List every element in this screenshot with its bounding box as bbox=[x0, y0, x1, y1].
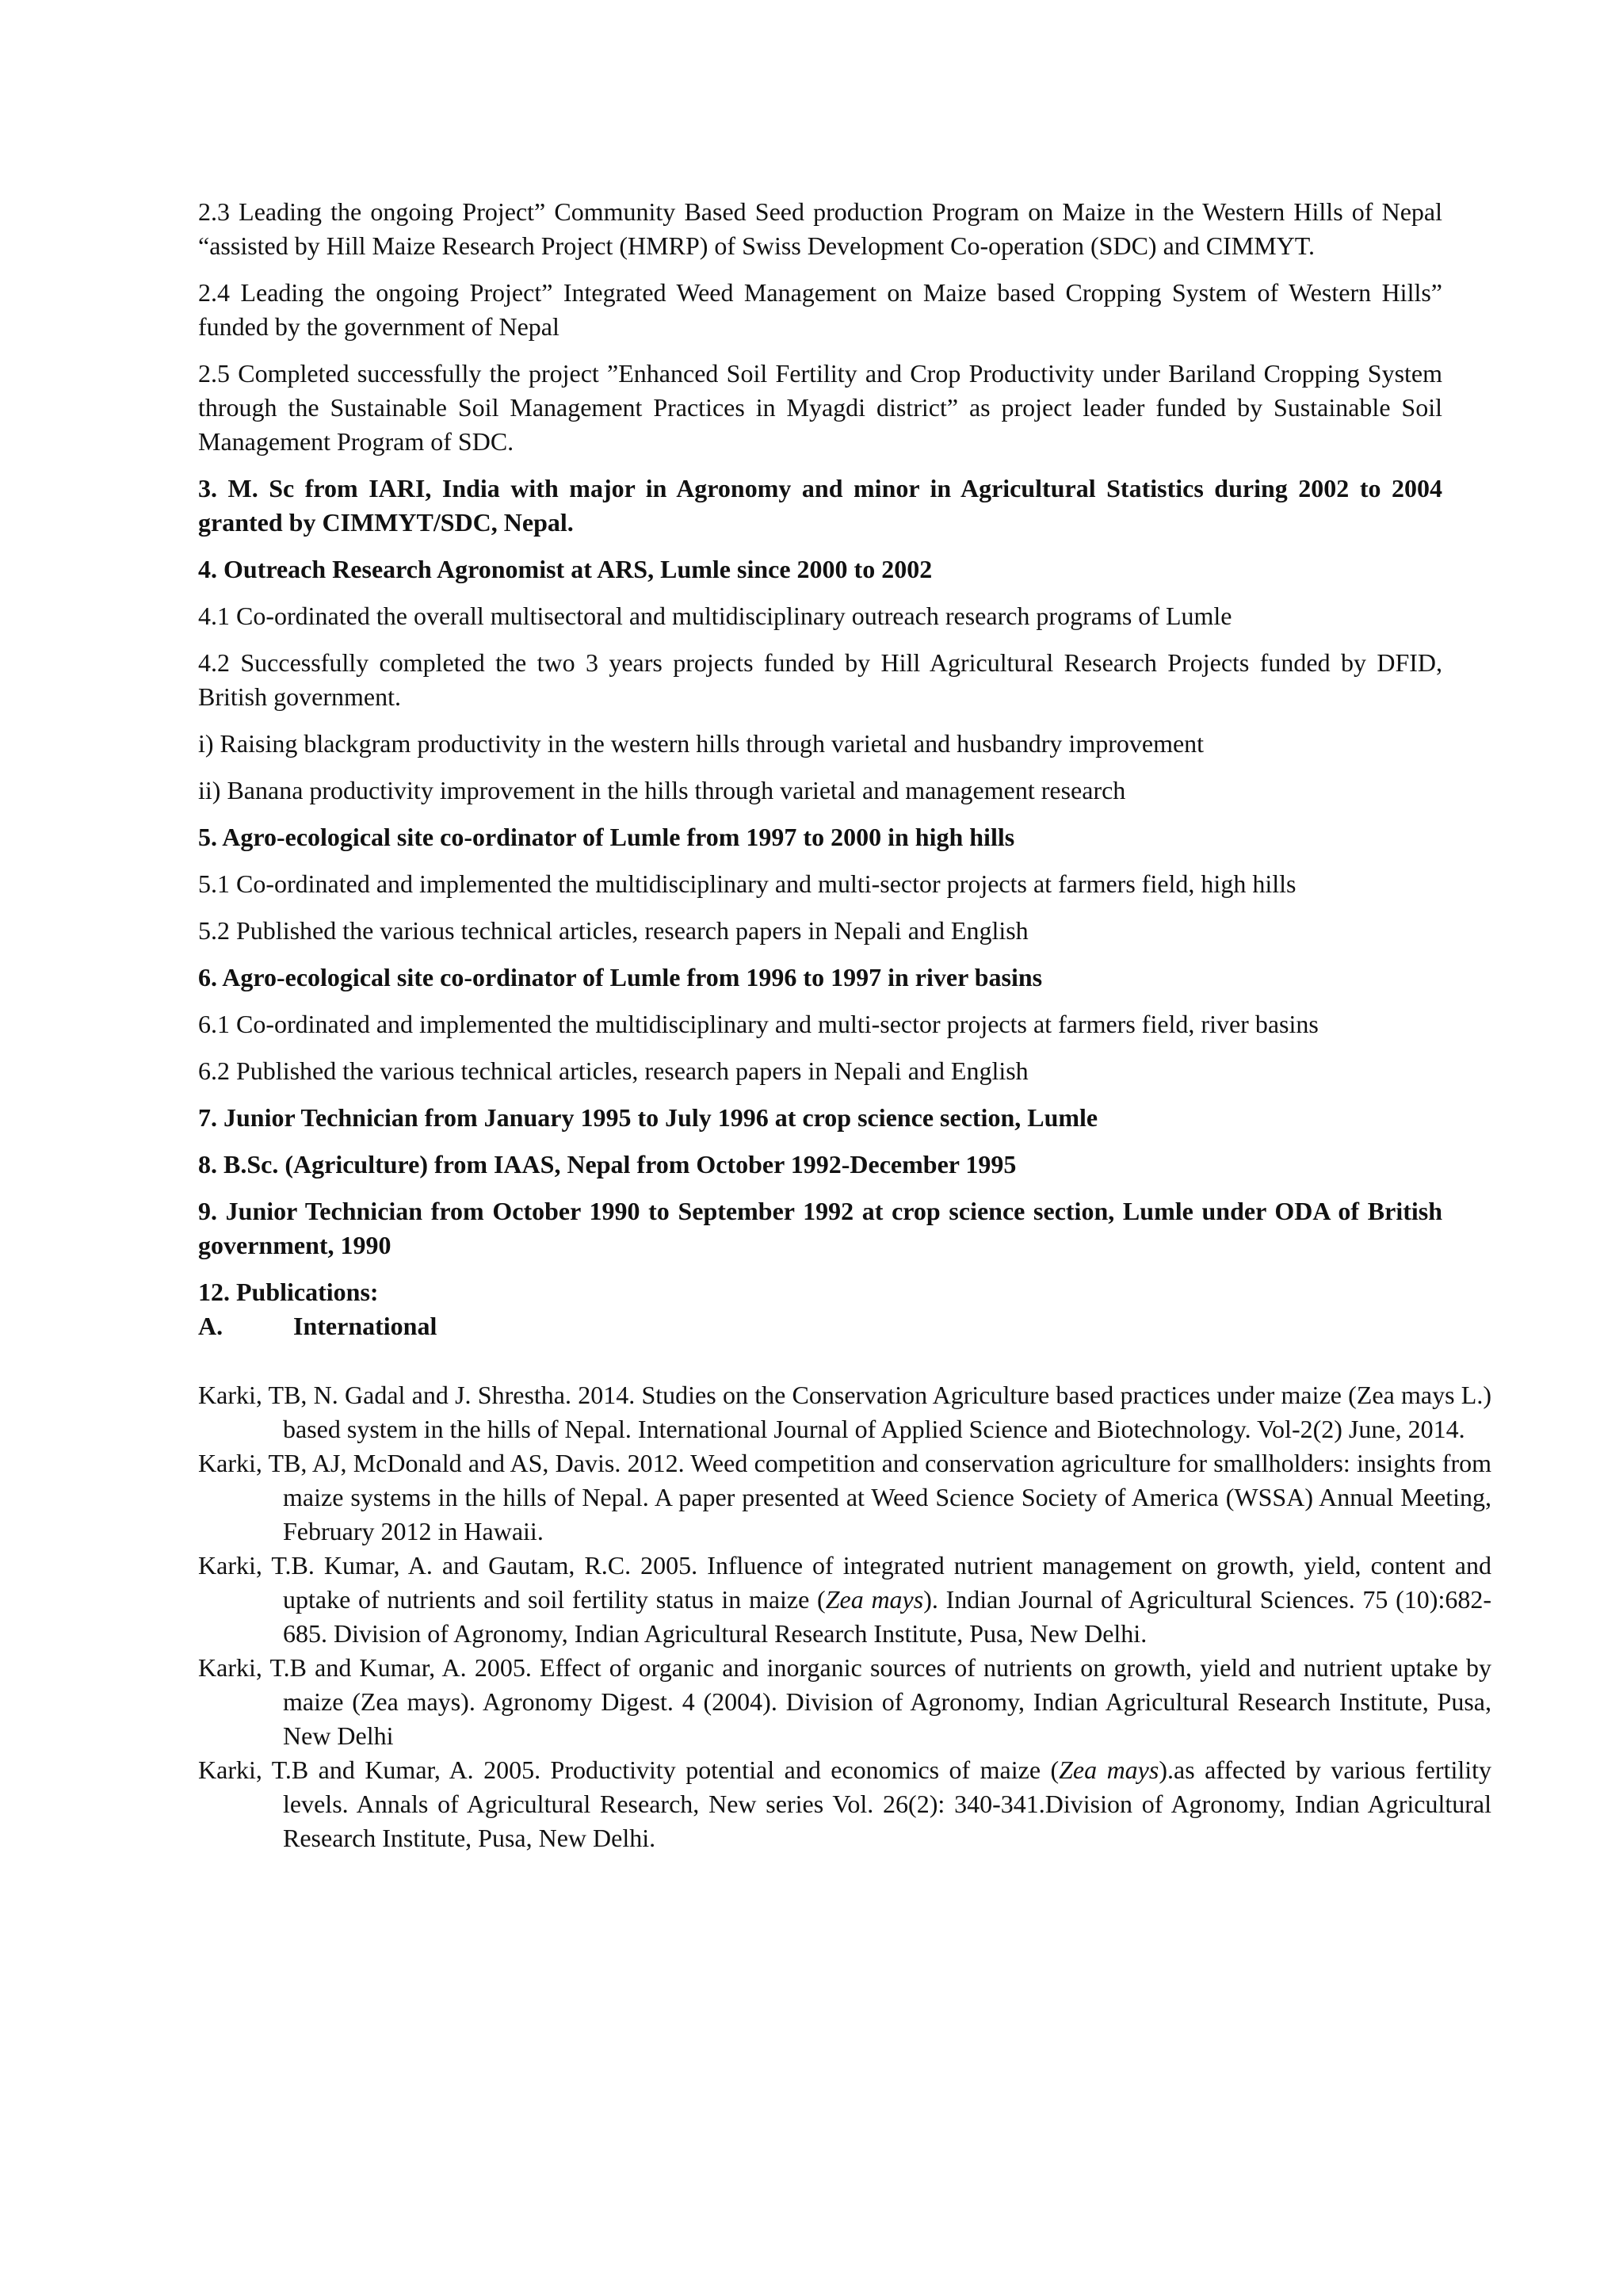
reference-item: Karki, TB, AJ, McDonald and AS, Davis. 2012. Weed competition and conservation agriculture for smallholders: insights from maize systems in the hills of Nepal. A paper presented at Weed Science Society of America (WSSA) Annual Meeting, February 2012 in Hawaii. bbox=[198, 1449, 1491, 1545]
cv-heading-6: 6. Agro-ecological site co-ordinator of Lumle from 1996 to 1997 in river basins bbox=[198, 963, 1043, 991]
cv-heading-9: 9. Junior Technician from October 1990 to September 1992 at crop science section, Lumle under ODA of British government, 1990 bbox=[198, 1197, 1442, 1259]
cv-item-2-4: 2.4 Leading the ongoing Project” Integrated Weed Management on Maize based Cropping System of Western Hills” funded by the government of Nepal bbox=[198, 278, 1442, 341]
reference-list bbox=[198, 1378, 1491, 1855]
cv-item-2-3: 2.3 Leading the ongoing Project” Community Based Seed production Program on Maize in the Western Hills of Nepal “assisted by Hill Maize Research Project (HMRP) of Swiss Development Co-operation (SDC) and CIMMYT. bbox=[198, 197, 1442, 260]
publications-section-international bbox=[198, 1309, 1442, 1343]
cv-heading-5: 5. Agro-ecological site co-ordinator of Lumle from 1997 to 2000 in high hills bbox=[198, 823, 1015, 851]
section-letter: A. bbox=[198, 1312, 223, 1340]
cv-item-4-2-i: i) Raising blackgram productivity in the western hills through varietal and husbandry improvement bbox=[198, 729, 1205, 758]
cv-item-5-1: 5.1 Co-ordinated and implemented the multidisciplinary and multi-sector projects at farmers field, high hills bbox=[198, 869, 1296, 898]
cv-item-4-2-ii: ii) Banana productivity improvement in the hills through varietal and management research bbox=[198, 776, 1126, 804]
cv-item-2-5: 2.5 Completed successfully the project ”Enhanced Soil Fertility and Crop Productivity under Bariland Cropping System through the Sustainable Soil Management Practices in Myagdi district” as project leader funded by Sustainable Soil Management Program of SDC. bbox=[198, 359, 1442, 456]
reference-item: Karki, TB, N. Gadal and J. Shrestha. 2014. Studies on the Conservation Agriculture based practices under maize (Zea mays L.) based system in the hills of Nepal. International Journal of Applied Science and Biotechnology. Vol-2(2) June, 2014. bbox=[198, 1381, 1491, 1443]
publications-heading: 12. Publications: bbox=[198, 1278, 379, 1306]
cv-body bbox=[198, 195, 1492, 1855]
cv-heading-7: 7. Junior Technician from January 1995 to July 1996 at crop science section, Lumle bbox=[198, 1103, 1098, 1132]
cv-item-6-2: 6.2 Published the various technical articles, research papers in Nepali and English bbox=[198, 1056, 1029, 1085]
cv-item-4-1: 4.1 Co-ordinated the overall multisectoral and multidisciplinary outreach research programs of Lumle bbox=[198, 602, 1232, 630]
cv-heading-3: 3. M. Sc from IARI, India with major in Agronomy and minor in Agricultural Statistics during 2002 to 2004 granted by CIMMYT/SDC, Nepal. bbox=[198, 474, 1442, 537]
cv-item-4-2: 4.2 Successfully completed the two 3 years projects funded by Hill Agricultural Research Projects funded by DFID, British government. bbox=[198, 648, 1442, 711]
cv-item-5-2: 5.2 Published the various technical articles, research papers in Nepali and English bbox=[198, 916, 1029, 945]
reference-item: Karki, T.B. Kumar, A. and Gautam, R.C. 2005. Influence of integrated nutrient management on growth, yield, content and uptake of nutrients and soil fertility status in maize (Zea mays). Indian Journal of Agricultural Sciences. 75 (10):682-685. Division of Agronomy, Indian Agricultural Research Institute, Pusa, New Delhi. bbox=[198, 1551, 1492, 1648]
section-title: International bbox=[293, 1312, 437, 1340]
cv-item-6-1: 6.1 Co-ordinated and implemented the multidisciplinary and multi-sector projects at farmers field, river basins bbox=[198, 1010, 1319, 1038]
reference-item: Karki, T.B and Kumar, A. 2005. Productivity potential and economics of maize (Zea mays).as affected by various fertility levels. Annals of Agricultural Research, New series Vol. 26(2): 340-341.Division of Agronomy, Indian Agricultural Research Institute, Pusa, New Delhi. bbox=[198, 1755, 1492, 1852]
cv-heading-8: 8. B.Sc. (Agriculture) from IAAS, Nepal from October 1992-December 1995 bbox=[198, 1150, 1017, 1179]
reference-item: Karki, T.B and Kumar, A. 2005. Effect of organic and inorganic sources of nutrients on growth, yield and nutrient uptake by maize (Zea mays). Agronomy Digest. 4 (2004). Division of Agronomy, Indian Agricultural Research Institute, Pusa, New Delhi bbox=[198, 1653, 1491, 1750]
cv-heading-4: 4. Outreach Research Agronomist at ARS, Lumle since 2000 to 2002 bbox=[198, 555, 933, 583]
